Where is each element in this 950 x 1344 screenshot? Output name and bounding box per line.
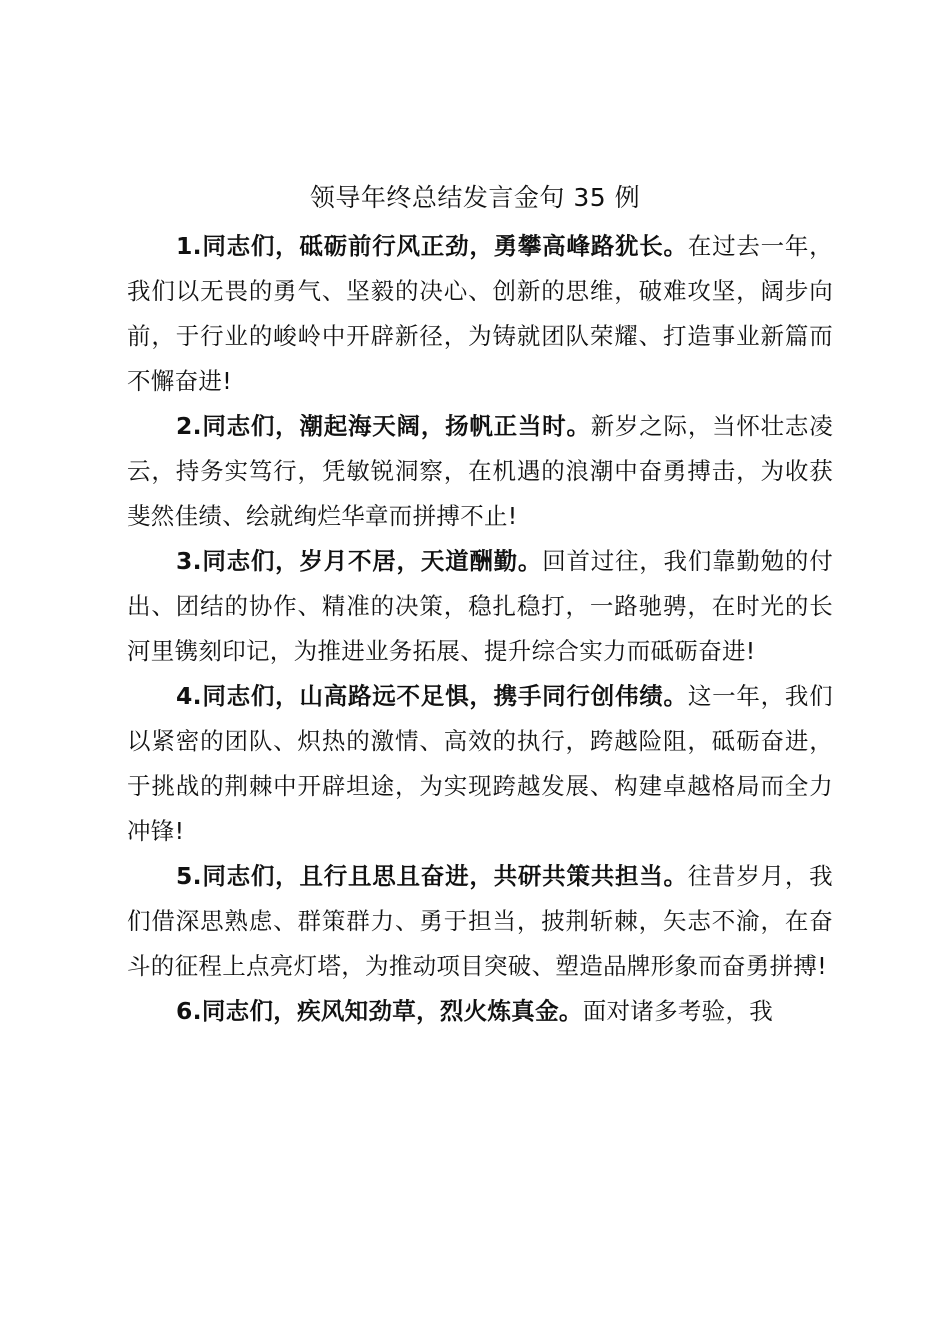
paragraph-lead: 6.同志们，疾风知劲草，烈火炼真金。 [176,997,583,1025]
document-title: 领导年终总结发言金句 35 例 [309,183,641,212]
paragraph-text: 新岁之际，当怀壮志凌云，持务实笃行，凭敏锐洞察，在机遇的浪潮中奋勇搏击，为收获斐然佳绩、绘就绚烂华章而拼搏不止! [127,412,833,530]
paragraph-text: 往昔岁月，我们借深思熟虑、群策群力、勇于担当，披荆斩棘，矢志不渝，在奋斗的征程上点亮灯塔，为推动项目突破、塑造品牌形象而奋勇拼搏! [127,862,833,980]
paragraph-lead: 1.同志们，砥砺前行风正劲，勇攀高峰路犹长。 [176,232,688,260]
paragraph [127,539,833,674]
paragraph-text: 在过去一年，我们以无畏的勇气、坚毅的决心、创新的思维，破难攻坚，阔步向前，于行业的峻岭中开辟新径，为铸就团队荣耀、打造事业新篇而不懈奋进! [127,232,833,395]
paragraph-text: 面对诸多考验，我 [582,997,774,1025]
paragraph [127,989,833,1034]
paragraph-text: 这一年，我们以紧密的团队、炽热的激情、高效的执行，跨越险阻，砥砺奋进，于挑战的荆棘中开辟坦途，为实现跨越发展、构建卓越格局而全力冲锋! [127,682,833,845]
paragraph-lead: 3.同志们，岁月不居，天道酬勤。 [176,547,543,575]
paragraph [127,224,833,404]
paragraph [127,674,833,854]
paragraph [127,404,833,539]
paragraph [127,854,833,989]
paragraph-lead: 5.同志们，且行且思且奋进，共研共策共担当。 [176,862,688,890]
paragraph-lead: 2.同志们，潮起海天阔，扬帆正当时。 [176,412,591,440]
paragraph-text: 回首过往，我们靠勤勉的付出、团结的协作、精准的决策，稳扎稳打，一路驰骋，在时光的长河里镌刻印记，为推进业务拓展、提升综合实力而砥砺奋进! [127,547,833,665]
paragraph-lead: 4.同志们，山高路远不足惧，携手同行创伟绩。 [176,682,688,710]
document-body [127,224,833,1034]
